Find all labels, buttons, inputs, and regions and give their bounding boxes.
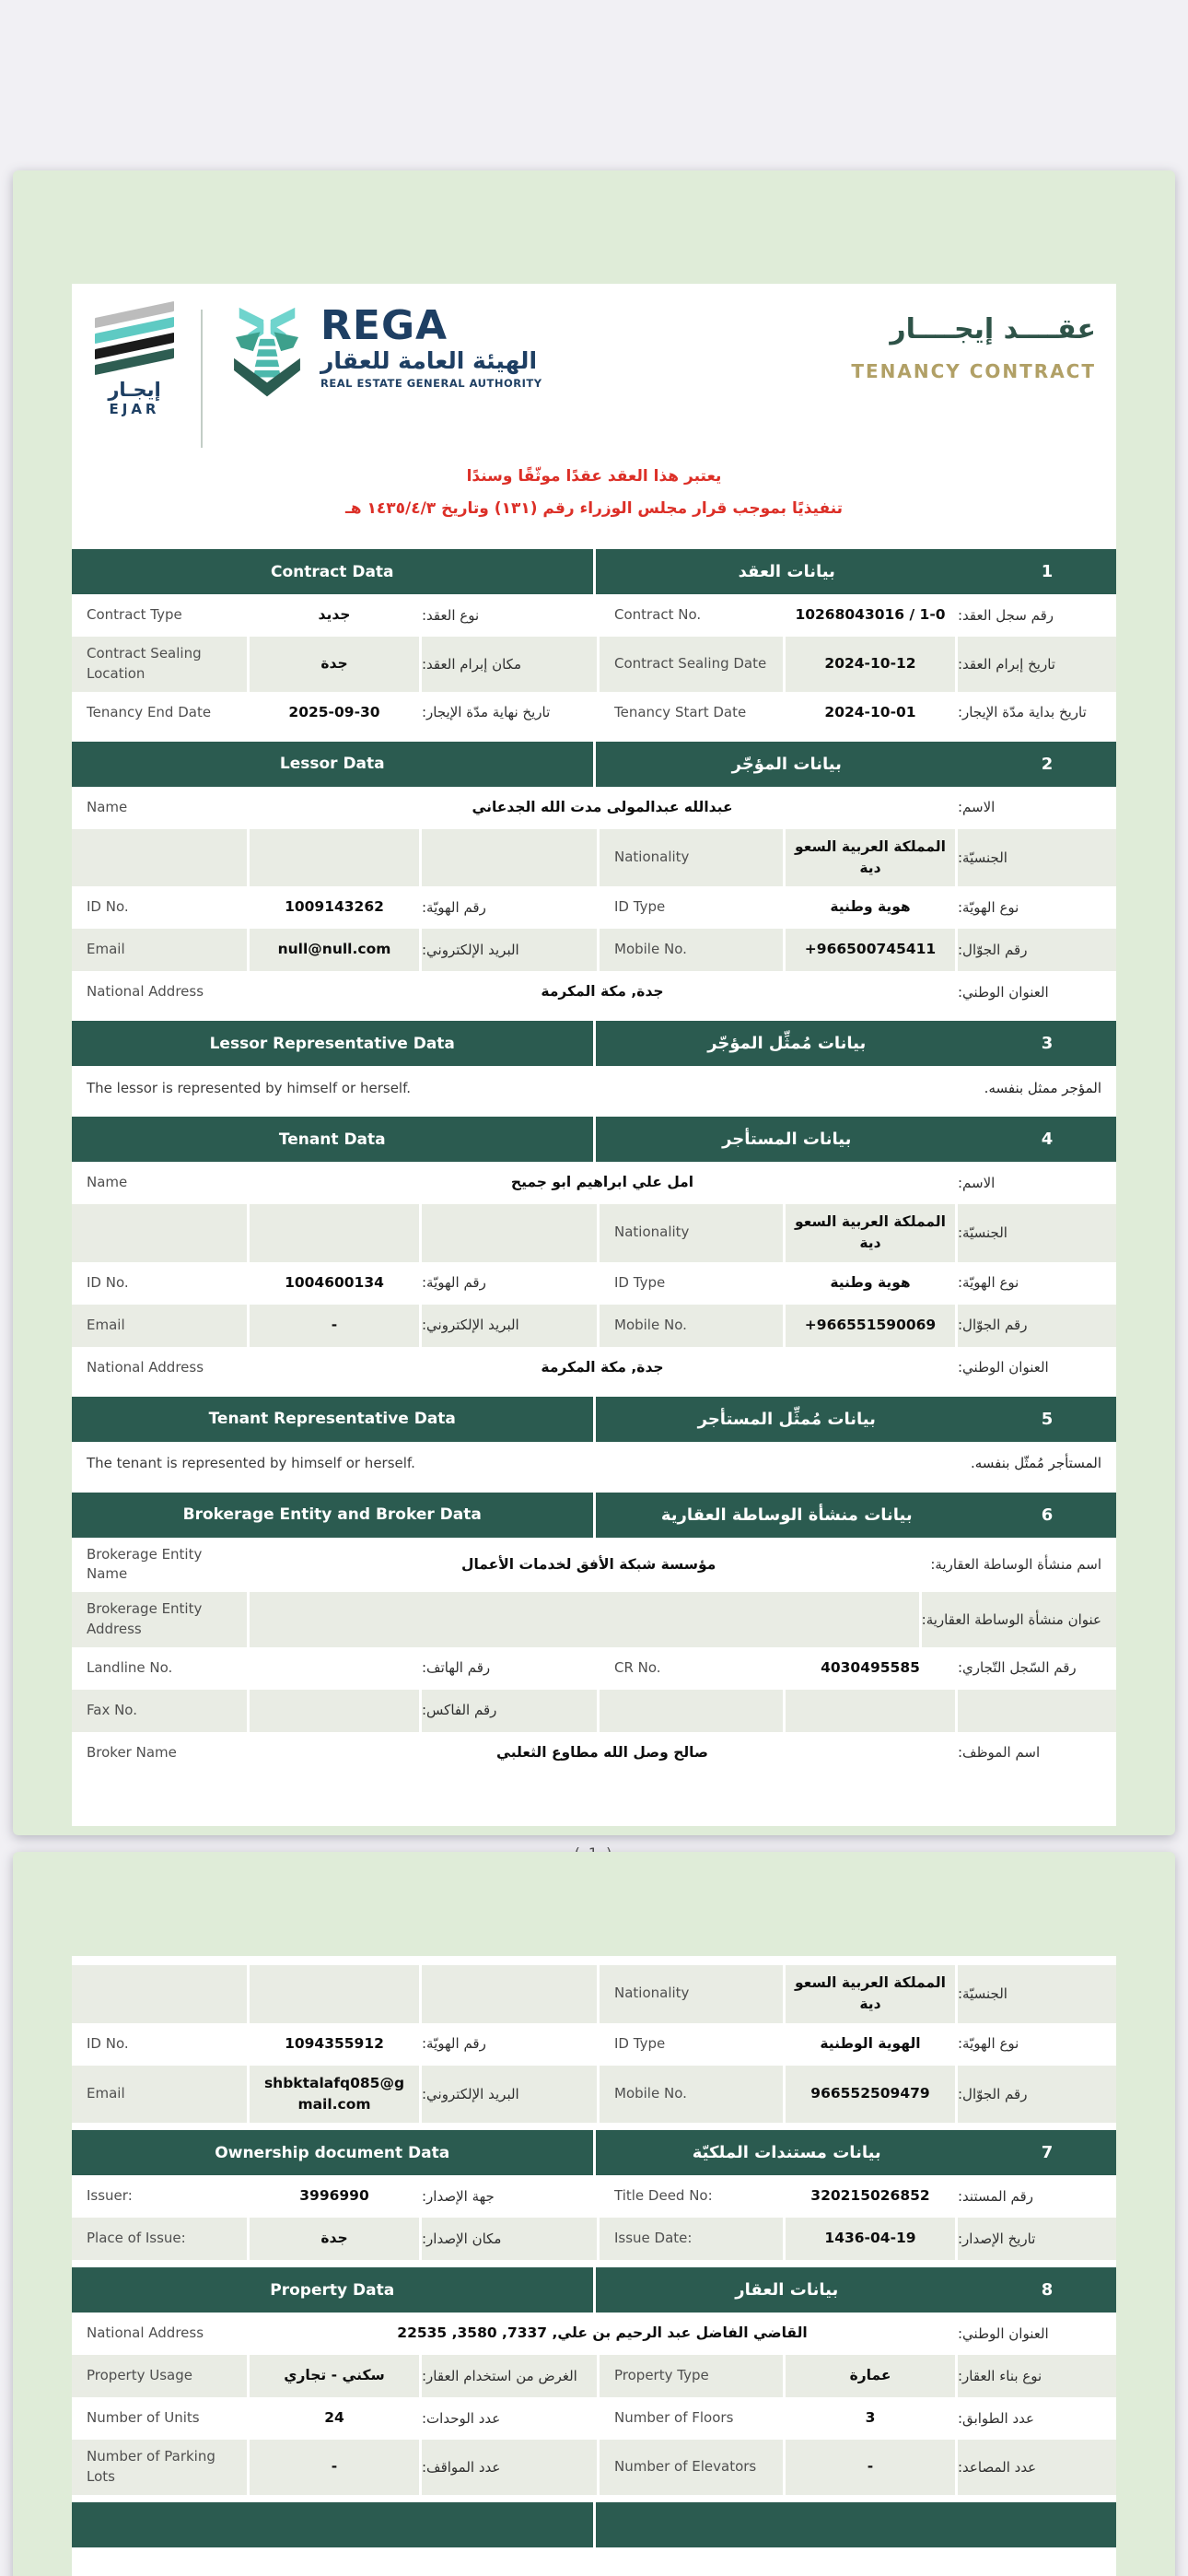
row-label-ar: اسم الموظف: [958, 1744, 1041, 1762]
section-title-ar: بيانات مستندات الملكيّة [692, 2143, 881, 2162]
row-label-en: Contract No. [614, 606, 702, 624]
rega-logo [223, 302, 542, 402]
row-label-en: ID No. [87, 1273, 129, 1291]
section-header [72, 2267, 1116, 2313]
section-header-right [596, 1021, 1117, 1066]
row-label-ar: جهة الإصدار: [422, 2187, 495, 2205]
row-label-en: Brokerage Entity Name [87, 1545, 203, 1583]
row-label-ar: الاسم: [958, 1174, 996, 1191]
row-value: المملكة العربية السعودية [786, 829, 955, 887]
row-value: 966552509479 [786, 2066, 955, 2124]
section-header-left [72, 1397, 593, 1442]
table-row [72, 2023, 1116, 2066]
row-label-en: Name [87, 798, 128, 815]
section-header-right [596, 2130, 1117, 2175]
row-label-en: ID No. [87, 2034, 129, 2052]
note-row [72, 1442, 1116, 1485]
row-label-en: Property Type [600, 2355, 783, 2397]
row-value: 1004600134 [285, 1273, 384, 1291]
row-value: shbktalafq085@gmail.com [250, 2066, 419, 2124]
row-label-en: National Address [87, 983, 204, 1001]
row-label-en: Brokerage Entity Address [72, 1592, 247, 1647]
section-header-right [596, 1117, 1117, 1162]
row-value: 1094355912 [285, 2034, 384, 2052]
row-value: - [786, 2440, 955, 2495]
row-value [250, 787, 955, 829]
section-header-right [596, 2267, 1117, 2313]
table-row [72, 1162, 1116, 1204]
contract-sections-page-2 [72, 1965, 1116, 2547]
row-label-ar: اسم منشأة الوساطة العقارية: [930, 1556, 1101, 1573]
row-label-en: National Address [87, 1358, 204, 1376]
row-label-ar: رقم الفاكس: [422, 1690, 597, 1732]
row-value [250, 1965, 419, 2023]
logo-group [88, 302, 542, 448]
table-row [72, 1592, 1116, 1647]
row-label-en: ID No. [87, 898, 129, 916]
row-value: 2024-10-12 [786, 637, 955, 692]
section-header [72, 742, 1116, 787]
section-header-right [596, 1397, 1117, 1442]
section-header-left [72, 1493, 593, 1538]
row-label-en: Contract Type [87, 606, 182, 624]
row-label-en: Name [87, 1174, 128, 1191]
row-label-en: Contract Sealing Location [72, 637, 247, 692]
row-label-en: Nationality [600, 1965, 783, 2023]
contract-title-group [851, 311, 1100, 382]
section-header-left [72, 742, 593, 787]
section-number: 4 [1041, 1130, 1054, 1149]
row-value: هوية وطنية [830, 898, 911, 916]
row-label-en: CR No. [614, 1658, 661, 1676]
logo-divider [201, 310, 203, 448]
row-label-ar: نوع العقد: [422, 606, 480, 624]
table-row [72, 1347, 1116, 1389]
row-value: هوية وطنية [830, 1273, 911, 1291]
table-row [72, 2440, 1116, 2495]
row-label-ar: الجنسيّة: [958, 1965, 1116, 2023]
row-value-text: مؤسسة شبكة الأفق لخدمات الأعمال [461, 1555, 716, 1573]
rega-name-ar: الهيئة العامة للعقار [320, 347, 538, 374]
row-label-en: Mobile No. [600, 1305, 783, 1347]
ejar-logo-text-ar: إيجـار [108, 379, 161, 401]
row-label-ar: نوع الهويّة: [958, 1274, 1019, 1292]
row-value: - [250, 1305, 419, 1347]
row-value: جدة [250, 637, 419, 692]
row-value [250, 1538, 927, 1593]
section-header-left [72, 1021, 593, 1066]
row-value: 2025-09-30 [288, 703, 380, 720]
row-label-ar: الجنسيّة: [958, 1204, 1116, 1262]
section-header-right [596, 1493, 1117, 1538]
row-label-ar: نوع الهويّة: [958, 898, 1019, 916]
row-label-ar: عدد المصاعد: [958, 2440, 1116, 2495]
row-value: جدة [250, 2218, 419, 2260]
row-label-ar: البريد الإلكتروني: [422, 929, 597, 971]
row-value: 320215026852 [810, 2187, 930, 2205]
legal-disclaimer-line2: تنفيذيًا بموجب قرار مجلس الوزراء رقم (١٣١) وتاريخ ١٤٣٥/٤/٣ هـ [344, 499, 844, 518]
row-label-en: Property Usage [72, 2355, 247, 2397]
row-label-en: Issue Date: [600, 2218, 783, 2260]
row-value-text: امل علي ابراهيم ابو جميح [510, 1174, 694, 1191]
rega-name-en: REAL ESTATE GENERAL AUTHORITY [320, 376, 542, 390]
row-label-en: National Address [87, 2324, 204, 2342]
section-title-en: Lessor Data [279, 755, 385, 773]
row-value-text: القاضي الفاضل عبد الرحيم بن علي, 7337, 3580, 22535 [397, 2324, 808, 2342]
row-label-en: Issuer: [87, 2187, 133, 2205]
table-row [72, 929, 1116, 971]
table-row [72, 1538, 1116, 1593]
section-title-en: Brokerage Entity and Broker Data [182, 1505, 482, 1524]
row-label-ar [958, 1690, 1116, 1732]
row-label-en: Number of Parking Lots [72, 2440, 247, 2495]
section-title-ar: بيانات العقار [735, 2280, 839, 2300]
table-row [72, 1647, 1116, 1690]
row-label-ar [422, 829, 597, 887]
row-value-text: جدة, مكة المكرمة [541, 983, 664, 1001]
row-label-en: Nationality [600, 1204, 783, 1262]
section-number: 6 [1041, 1505, 1054, 1525]
section-number: 1 [1041, 562, 1054, 581]
section-header-right [596, 742, 1117, 787]
section-header [72, 1397, 1116, 1442]
row-label-en: Landline No. [87, 1658, 173, 1676]
row-value [250, 1690, 419, 1732]
row-label-ar: عنوان منشأة الوساطة العقارية: [922, 1592, 1116, 1647]
section-header-right [596, 2502, 1117, 2547]
section-number: 3 [1041, 1034, 1054, 1053]
section-title-ar: بيانات مُمثِّل المؤجّر [707, 1034, 867, 1053]
row-label-ar: نوع الهويّة: [958, 2035, 1019, 2053]
row-label-ar: نوع بناء العقار: [958, 2355, 1116, 2397]
row-label-en: Number of Elevators [600, 2440, 783, 2495]
row-value [250, 2313, 955, 2355]
row-value [250, 1347, 955, 1389]
section-title-en: Tenant Representative Data [208, 1410, 456, 1428]
row-label-en [72, 829, 247, 887]
section-header [72, 1117, 1116, 1162]
document-page-2 [72, 1956, 1116, 2576]
row-label-ar: رقم الجوّال: [958, 2066, 1116, 2124]
contract-title-ar: عقــــد إيجــــار [890, 313, 1096, 345]
row-label-en: Number of Floors [614, 2409, 734, 2427]
row-value: 2024-10-01 [824, 703, 916, 720]
table-row [72, 2397, 1116, 2440]
row-value: الهوية الوطنية [820, 2034, 921, 2052]
row-label-ar: تاريخ بداية مدّة الإيجار: [958, 704, 1087, 721]
row-label-ar: العنوان الوطني: [958, 2324, 1049, 2342]
row-label-en: Email [72, 2066, 247, 2124]
ejar-logo [88, 310, 181, 417]
row-label-ar: مكان الإصدار: [422, 2218, 597, 2260]
row-label-ar: رقم الهويّة: [422, 1274, 486, 1292]
row-value: 3996990 [299, 2187, 369, 2205]
row-label-ar: رقم السّجل التّجاري: [958, 1659, 1077, 1677]
section-header-left [72, 549, 593, 594]
row-label-ar: تاريخ الإصدار: [958, 2218, 1116, 2260]
row-value [250, 1592, 919, 1647]
row-value: 24 [324, 2409, 344, 2427]
section-header-left [72, 2502, 593, 2547]
row-label-ar: البريد الإلكتروني: [422, 2066, 597, 2124]
row-label-ar: الغرض من استخدام العقار: [422, 2355, 597, 2397]
row-label-ar: عدد الوحدات: [422, 2409, 501, 2427]
row-label-ar: رقم سجل العقد: [958, 606, 1054, 624]
row-label-en: Place of Issue: [72, 2218, 247, 2260]
contract-page-1-card [13, 170, 1175, 1835]
row-label-ar: عدد المواقف: [422, 2440, 597, 2495]
row-label-ar: البريد الإلكتروني: [422, 1305, 597, 1347]
table-row [72, 971, 1116, 1013]
row-value [250, 1732, 955, 1774]
ejar-logo-text-en: EJAR [109, 401, 160, 418]
section-number: 5 [1041, 1409, 1054, 1429]
row-label-ar [422, 1965, 597, 2023]
row-value: عمارة [786, 2355, 955, 2397]
row-label-en [72, 1965, 247, 2023]
row-value [250, 971, 955, 1013]
row-value [250, 1162, 955, 1204]
section-title-en: Lessor Representative Data [209, 1034, 455, 1053]
row-label-en: ID Type [614, 1273, 666, 1291]
section-number: 2 [1041, 754, 1054, 774]
row-value: المملكة العربية السعودية [786, 1204, 955, 1262]
row-label-ar: تاريخ إبرام العقد: [958, 637, 1116, 692]
row-label-ar: العنوان الوطني: [958, 1359, 1049, 1376]
table-row [72, 1965, 1116, 2023]
section-title-ar: بيانات مُمثِّل المستأجر [697, 1409, 876, 1429]
section-header [72, 549, 1116, 594]
row-label-ar: العنوان الوطني: [958, 983, 1049, 1001]
row-value: 1009143262 [285, 898, 384, 916]
row-label-ar: رقم الجوّال: [958, 1305, 1116, 1347]
section-header [72, 2130, 1116, 2175]
section-header [72, 1021, 1116, 1066]
row-value: سكني - تجاري [250, 2355, 419, 2397]
row-label-en: Number of Units [87, 2409, 200, 2427]
row-value [786, 1690, 955, 1732]
section-header-right [596, 549, 1117, 594]
section-title-en: Tenant Data [278, 1130, 386, 1149]
section-title-en: Property Data [270, 2280, 395, 2300]
row-label-en: Tenancy End Date [87, 703, 212, 720]
row-label-en [72, 1204, 247, 1262]
table-row [72, 2355, 1116, 2397]
row-label-ar: الاسم: [958, 799, 996, 816]
note-row [72, 1066, 1116, 1109]
note-text-en: The lessor is represented by himself or herself. [87, 1079, 412, 1096]
table-row [72, 1690, 1116, 1732]
row-value: 1436-04-19 [786, 2218, 955, 2260]
row-label-en: Mobile No. [600, 2066, 783, 2124]
ejar-stripes-icon [95, 301, 174, 379]
contract-title-en: TENANCY CONTRACT [851, 360, 1096, 382]
section-title-en: Ownership document Data [215, 2143, 450, 2162]
legal-disclaimer-line1: يعتبر هذا العقد عقدًا موثّقًا وسندًا [466, 467, 722, 486]
table-row [72, 886, 1116, 929]
row-label-ar: رقم الهاتف: [422, 1659, 491, 1677]
row-label-ar: مكان إبرام العقد: [422, 637, 597, 692]
row-label-en: Nationality [600, 829, 783, 887]
row-label-ar: رقم المستند: [958, 2187, 1033, 2205]
section-title-en: Contract Data [270, 562, 394, 581]
section-header [72, 2502, 1116, 2547]
row-value: +966551590069 [786, 1305, 955, 1347]
table-row [72, 637, 1116, 692]
table-row [72, 692, 1116, 734]
row-label-en: Broker Name [87, 1743, 177, 1761]
section-title-ar: بيانات المستأجر [722, 1130, 852, 1149]
row-value: - [250, 2440, 419, 2495]
rega-palm-icon [223, 306, 311, 402]
row-value: 4030495585 [821, 1658, 920, 1676]
rega-name: REGA [320, 302, 448, 349]
row-label-en: Email [72, 929, 247, 971]
note-text-ar: المستأجر مُمثّل بنفسه. [970, 1455, 1101, 1471]
row-label-en: Email [72, 1305, 247, 1347]
row-label-ar: رقم الهويّة: [422, 2035, 486, 2053]
row-label-ar: رقم الهويّة: [422, 898, 486, 916]
rega-logo-text [320, 302, 542, 390]
section-title-ar: بيانات العقد [738, 562, 835, 581]
section-header-left [72, 1117, 593, 1162]
row-value: +966500745411 [786, 929, 955, 971]
row-value: 10268043016 / 1-0 [795, 606, 946, 624]
row-label-ar: رقم الجوّال: [958, 929, 1116, 971]
row-value-text: جدة, مكة المكرمة [541, 1358, 664, 1376]
document-header [72, 284, 1116, 453]
row-label-en: Mobile No. [600, 929, 783, 971]
row-label-en: Fax No. [72, 1690, 247, 1732]
table-row [72, 1204, 1116, 1262]
row-value: null@null.com [250, 929, 419, 971]
section-title-ar: بيانات المؤجّر [731, 754, 842, 774]
table-row [72, 2313, 1116, 2355]
table-row [72, 594, 1116, 637]
row-label-en: ID Type [614, 2034, 666, 2052]
note-text-en: The tenant is represented by himself or herself. [87, 1455, 415, 1471]
row-label-ar: الجنسيّة: [958, 829, 1116, 887]
section-header-left [72, 2130, 593, 2175]
section-number: 8 [1041, 2280, 1054, 2300]
row-value [250, 1647, 419, 1690]
table-row [72, 2066, 1116, 2124]
section-header [72, 1493, 1116, 1538]
row-label-en: Tenancy Start Date [614, 703, 747, 720]
contract-page-2-card [13, 1852, 1175, 2576]
row-label-en: Contract Sealing Date [600, 637, 783, 692]
row-value [250, 829, 419, 887]
row-label-en [600, 1690, 783, 1732]
table-row [72, 1262, 1116, 1305]
section-header-left [72, 2267, 593, 2313]
contract-sections-page-1 [72, 549, 1116, 1774]
table-row [72, 2175, 1116, 2218]
table-row [72, 1732, 1116, 1774]
document-page-1 [72, 284, 1116, 1826]
row-value: 3 [865, 2409, 876, 2427]
row-label-ar [422, 1204, 597, 1262]
table-row [72, 787, 1116, 829]
table-row [72, 829, 1116, 887]
row-value: المملكة العربية السعودية [786, 1965, 955, 2023]
legal-disclaimer [72, 453, 1116, 542]
section-number: 7 [1041, 2143, 1054, 2162]
section-title-ar: بيانات منشأة الوساطة العقارية [660, 1505, 913, 1525]
row-label-ar: تاريخ نهاية مدّة الإيجار: [422, 704, 551, 721]
row-label-en: Title Deed No: [614, 2187, 713, 2205]
row-value-text: عبدالله عبدالمولى مدت الله الجدعاني [472, 798, 733, 815]
row-value-text: صالح وصل الله مطاوع الثعلبي [496, 1743, 708, 1761]
table-row [72, 2218, 1116, 2260]
row-value [250, 1204, 419, 1262]
row-value: جديد [318, 606, 351, 624]
row-label-ar: عدد الطوابق: [958, 2409, 1034, 2427]
note-text-ar: المؤجر ممثل بنفسه. [984, 1079, 1101, 1096]
table-row [72, 1305, 1116, 1347]
row-label-en: ID Type [614, 898, 666, 916]
